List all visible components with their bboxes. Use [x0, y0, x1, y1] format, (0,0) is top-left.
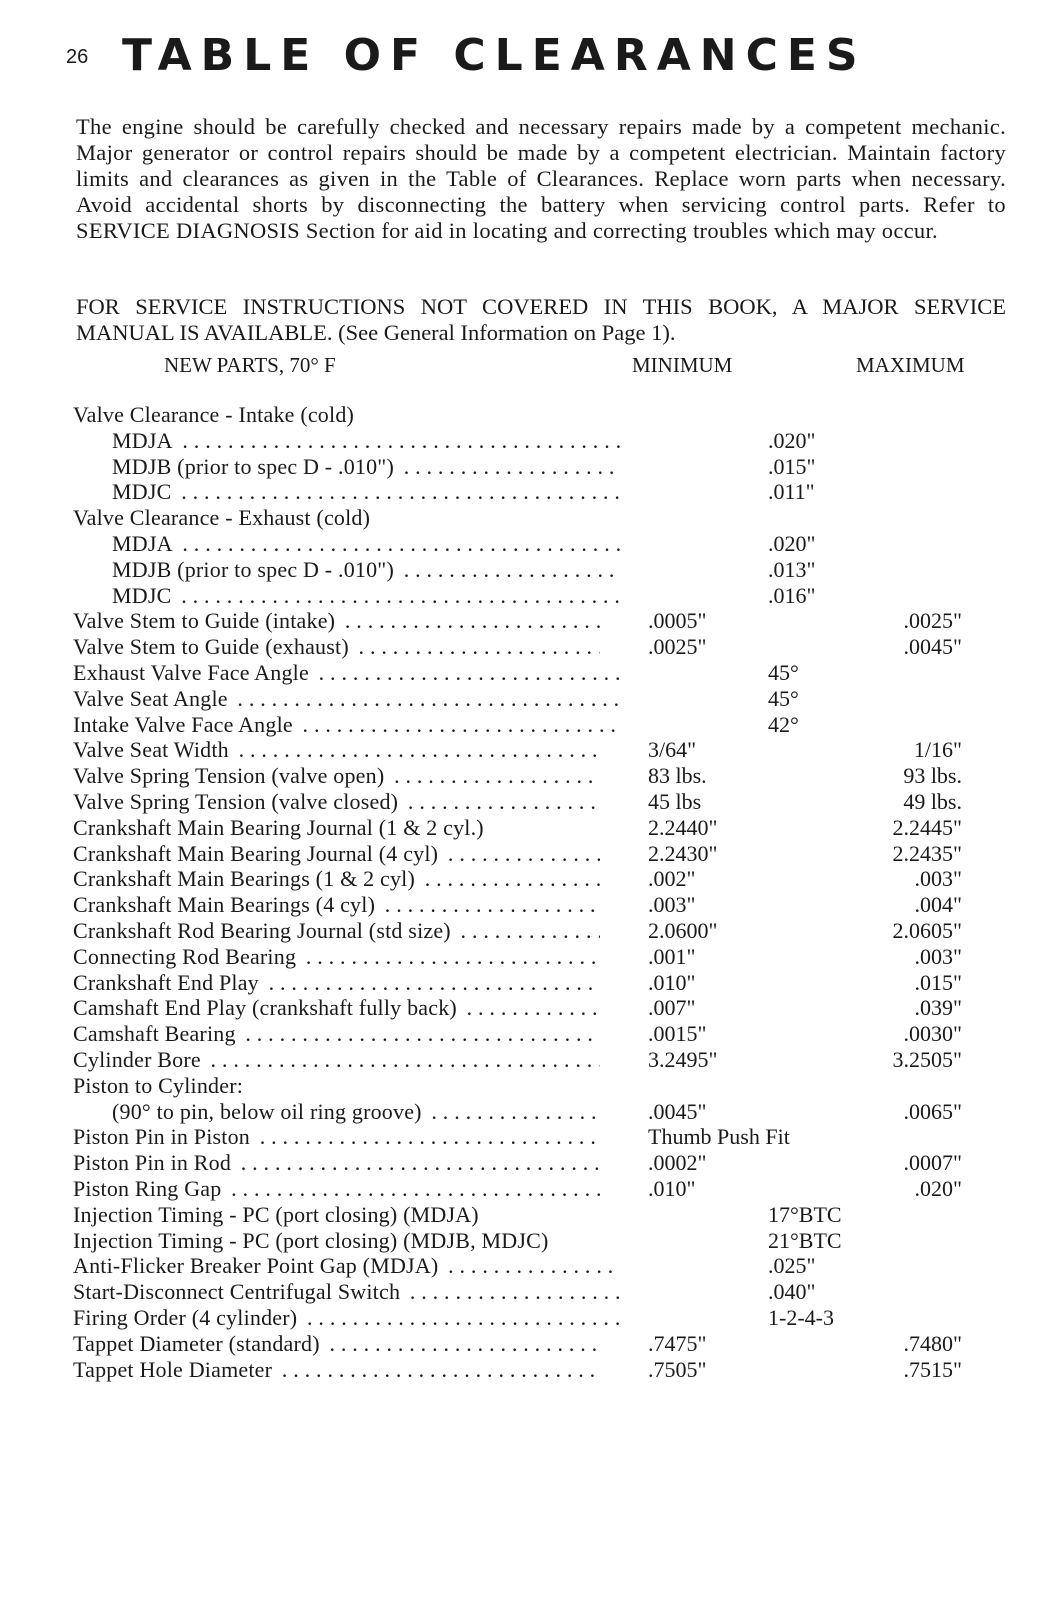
- table-row: [0, 1021, 1052, 1047]
- row-label-text: Injection Timing - PC (port closing) (MDJA): [73, 1202, 483, 1227]
- table-row: [0, 1279, 1052, 1305]
- row-maximum: .0025": [903, 608, 962, 634]
- row-label-text: Connecting Rod Bearing: [73, 944, 300, 969]
- column-header-parts: NEW PARTS, 70° F: [164, 353, 336, 377]
- row-specified-value: .025": [768, 1253, 816, 1279]
- row-label: [73, 763, 600, 789]
- row-label: [73, 634, 600, 660]
- row-label-text: Tappet Hole Diameter: [73, 1357, 276, 1382]
- table-row: [0, 712, 1052, 738]
- table-row: [0, 944, 1052, 970]
- row-minimum: 3/64": [648, 737, 697, 763]
- row-label: [73, 1073, 733, 1099]
- row-label-text: MDJB (prior to spec D - .010"): [112, 454, 398, 479]
- row-minimum: 2.0600": [648, 918, 718, 943]
- table-row: [0, 1305, 1052, 1331]
- row-label: [73, 1253, 620, 1279]
- row-specified-value: .020": [768, 427, 816, 453]
- table-row: [0, 763, 1052, 789]
- row-label: [73, 1202, 733, 1228]
- row-label: [73, 918, 600, 944]
- row-label-text: MDJC: [112, 479, 176, 504]
- row-label-text: Piston to Cylinder:: [73, 1073, 247, 1098]
- row-label: [73, 402, 733, 428]
- row-label: [112, 557, 620, 583]
- table-row: [0, 1331, 1052, 1357]
- row-label: [73, 1021, 600, 1047]
- table-row: [0, 660, 1052, 686]
- row-maximum: 2.2435": [892, 840, 962, 866]
- row-label-text: MDJA: [112, 428, 177, 453]
- table-row: [0, 1253, 1052, 1279]
- row-label: [73, 995, 600, 1021]
- row-minimum: .007": [648, 995, 696, 1021]
- row-label-text: Valve Spring Tension (valve closed): [73, 789, 402, 814]
- row-minimum: .7475": [648, 1330, 707, 1356]
- table-row: [0, 737, 1052, 763]
- table-row: [0, 428, 1052, 454]
- row-maximum: .003": [914, 943, 962, 969]
- row-label: [73, 1047, 600, 1073]
- table-row: [0, 505, 1052, 531]
- row-specified-value: .013": [768, 556, 816, 582]
- row-maximum: .015": [914, 969, 962, 995]
- row-label: [112, 531, 620, 557]
- table-row: [0, 686, 1052, 712]
- row-specified-value: 17°BTC: [768, 1201, 842, 1227]
- row-maximum: .004": [914, 892, 962, 918]
- table-row: [0, 1228, 1052, 1254]
- table-row: [0, 841, 1052, 867]
- table-row: [0, 557, 1052, 583]
- row-label: [73, 505, 733, 531]
- row-specified-value: 42°: [768, 711, 799, 737]
- row-label-text: Valve Seat Angle: [73, 686, 232, 711]
- row-label: [73, 608, 600, 634]
- row-label-text: Piston Pin in Rod: [73, 1150, 235, 1175]
- row-label: [73, 1305, 620, 1331]
- row-label: [73, 892, 600, 918]
- row-minimum: .003": [648, 892, 696, 918]
- row-label: [73, 815, 733, 841]
- row-minimum: 45 lbs: [648, 789, 702, 814]
- table-row: [0, 1073, 1052, 1099]
- table-row: [0, 918, 1052, 944]
- row-minimum: .0005": [648, 608, 707, 634]
- row-minimum: .002": [648, 866, 696, 892]
- row-minimum: .0002": [648, 1150, 707, 1176]
- table-row: [0, 1357, 1052, 1383]
- row-label: [73, 1279, 620, 1305]
- page-title: TABLE OF CLEARANCES: [122, 30, 867, 81]
- row-label-text: Anti-Flicker Breaker Point Gap (MDJA): [73, 1253, 442, 1278]
- row-label-text: Piston Ring Gap: [73, 1176, 225, 1201]
- row-minimum: .010": [648, 1176, 696, 1201]
- row-maximum: 93 lbs.: [903, 763, 962, 789]
- row-label-text: MDJC: [112, 583, 176, 608]
- row-minimum: .0045": [648, 1098, 707, 1124]
- row-label-text: Crankshaft End Play: [73, 970, 263, 995]
- row-maximum: .0030": [903, 1021, 962, 1047]
- table-row: [0, 608, 1052, 634]
- table-row: [0, 634, 1052, 660]
- row-label-text: Firing Order (4 cylinder): [73, 1305, 301, 1330]
- row-minimum: .0015": [648, 1021, 707, 1047]
- row-label: [73, 970, 600, 996]
- table-row: [0, 1099, 1052, 1125]
- row-label-text: Tappet Diameter (standard): [73, 1331, 324, 1356]
- row-label-text: Cylinder Bore: [73, 1047, 205, 1072]
- row-maximum: .7480": [903, 1330, 962, 1356]
- row-specified-value: 1-2-4-3: [768, 1305, 834, 1330]
- row-maximum: .020": [914, 1176, 962, 1201]
- row-label-text: (90° to pin, below oil ring groove): [112, 1099, 426, 1124]
- table-row: [0, 815, 1052, 841]
- row-specified-value: 21°BTC: [768, 1227, 842, 1253]
- row-maximum: 3.2505": [892, 1047, 962, 1072]
- row-label: [73, 1357, 600, 1383]
- row-label-text: Crankshaft Main Bearing Journal (1 & 2 cyl.): [73, 815, 488, 840]
- table-row: [0, 583, 1052, 609]
- row-label-text: MDJA: [112, 531, 177, 556]
- row-minimum: .7505": [648, 1356, 707, 1382]
- row-specified-value: .016": [768, 582, 816, 608]
- row-label-text: Crankshaft Main Bearings (4 cyl): [73, 892, 379, 917]
- row-label: [73, 660, 620, 686]
- row-label-text: Camshaft Bearing: [73, 1021, 240, 1046]
- row-minimum: .0025": [648, 634, 707, 660]
- table-row: [0, 1202, 1052, 1228]
- row-label: [73, 944, 600, 970]
- row-label: [73, 737, 600, 763]
- row-minimum: 2.2440": [648, 814, 718, 840]
- page-number: 26: [66, 46, 89, 68]
- row-label-text: Crankshaft Rod Bearing Journal (std size): [73, 918, 455, 943]
- row-label: [112, 1099, 600, 1125]
- column-header-maximum: MAXIMUM: [856, 353, 965, 377]
- row-label-text: Valve Stem to Guide (intake): [73, 608, 339, 633]
- table-row: [0, 1176, 1052, 1202]
- row-minimum: .010": [648, 969, 696, 995]
- row-label-text: Valve Seat Width: [73, 737, 233, 762]
- row-label: [112, 479, 620, 505]
- table-row: [0, 531, 1052, 557]
- row-label: [73, 686, 620, 712]
- row-label: [73, 866, 600, 892]
- row-specified-value: .020": [768, 531, 816, 556]
- row-maximum: 1/16": [913, 737, 962, 763]
- row-minimum: .001": [648, 943, 696, 969]
- row-label-text: Valve Spring Tension (valve open): [73, 763, 388, 788]
- row-label-text: MDJB (prior to spec D - .010"): [112, 557, 398, 582]
- row-minimum: 3.2495": [648, 1047, 718, 1072]
- table-row: [0, 789, 1052, 815]
- row-label-text: Valve Stem to Guide (exhaust): [73, 634, 353, 659]
- row-label: [73, 1331, 600, 1357]
- row-label-text: Camshaft End Play (crankshaft fully back): [73, 995, 461, 1020]
- row-specified-value: .040": [768, 1279, 816, 1305]
- row-label-text: Exhaust Valve Face Angle: [73, 660, 313, 685]
- row-label: [73, 789, 600, 815]
- row-maximum: .003": [914, 866, 962, 892]
- column-header-minimum: MINIMUM: [632, 353, 733, 377]
- row-maximum: .0065": [903, 1098, 962, 1124]
- row-maximum: 49 lbs.: [903, 789, 962, 814]
- table-row: [0, 1124, 1052, 1150]
- row-label-text: Intake Valve Face Angle: [73, 712, 297, 737]
- row-label-text: Piston Pin in Piston: [73, 1124, 254, 1149]
- table-row: [0, 454, 1052, 480]
- row-specified-value: .011": [768, 479, 815, 505]
- row-label: [73, 1176, 600, 1202]
- table-row: [0, 1047, 1052, 1073]
- table-row: [0, 892, 1052, 918]
- row-maximum: .0007": [903, 1150, 962, 1176]
- row-label-text: Start-Disconnect Centrifugal Switch: [73, 1279, 404, 1304]
- table-row: [0, 970, 1052, 996]
- row-label-text: Injection Timing - PC (port closing) (MDJB, MDJC): [73, 1228, 553, 1253]
- intro-paragraph: The engine should be carefully checked and necessary repairs made by a competent mechanic. Major generator or control repairs should be made by a competent electrician. Maintain factory limits and clearances as given in the Table of Clearances. Replace worn parts when necessary. Avoid accidental shorts by disconnecting the battery when servicing control parts. Refer to SERVICE DIAGNOSIS Section for aid in locating and correcting troubles which may occur.: [76, 114, 1006, 243]
- row-label-text: Valve Clearance - Exhaust (cold): [73, 505, 374, 530]
- service-manual-note: FOR SERVICE INSTRUCTIONS NOT COVERED IN THIS BOOK, A MAJOR SERVICE MANUAL IS AVAILABLE. (See General Information on Page 1).: [76, 294, 1006, 345]
- table-row: [0, 866, 1052, 892]
- row-specified-value: .015": [768, 453, 816, 479]
- table-row: [0, 995, 1052, 1021]
- row-maximum: .039": [914, 995, 962, 1021]
- table-row: [0, 479, 1052, 505]
- row-specified-value: 45°: [768, 685, 799, 711]
- row-label-text: Valve Clearance - Intake (cold): [73, 402, 358, 427]
- row-label: [73, 712, 620, 738]
- row-maximum: 2.2445": [892, 814, 962, 840]
- row-label: [73, 1124, 600, 1150]
- row-minimum: 83 lbs.: [648, 763, 707, 789]
- row-label: [112, 454, 620, 480]
- table-row: [0, 402, 1052, 428]
- row-minimum: Thumb Push Fit: [648, 1124, 790, 1150]
- row-maximum: .7515": [903, 1356, 962, 1382]
- row-label-text: Crankshaft Main Bearing Journal (4 cyl): [73, 841, 442, 866]
- row-label: [73, 1228, 733, 1254]
- row-maximum: .0045": [903, 634, 962, 660]
- row-maximum: 2.0605": [892, 918, 962, 943]
- row-label: [73, 1150, 600, 1176]
- row-label: [112, 583, 620, 609]
- row-label: [73, 841, 600, 867]
- row-label-text: Crankshaft Main Bearings (1 & 2 cyl): [73, 866, 419, 891]
- row-minimum: 2.2430": [648, 840, 718, 866]
- row-specified-value: 45°: [768, 660, 799, 685]
- row-label: [112, 428, 620, 454]
- table-row: [0, 1150, 1052, 1176]
